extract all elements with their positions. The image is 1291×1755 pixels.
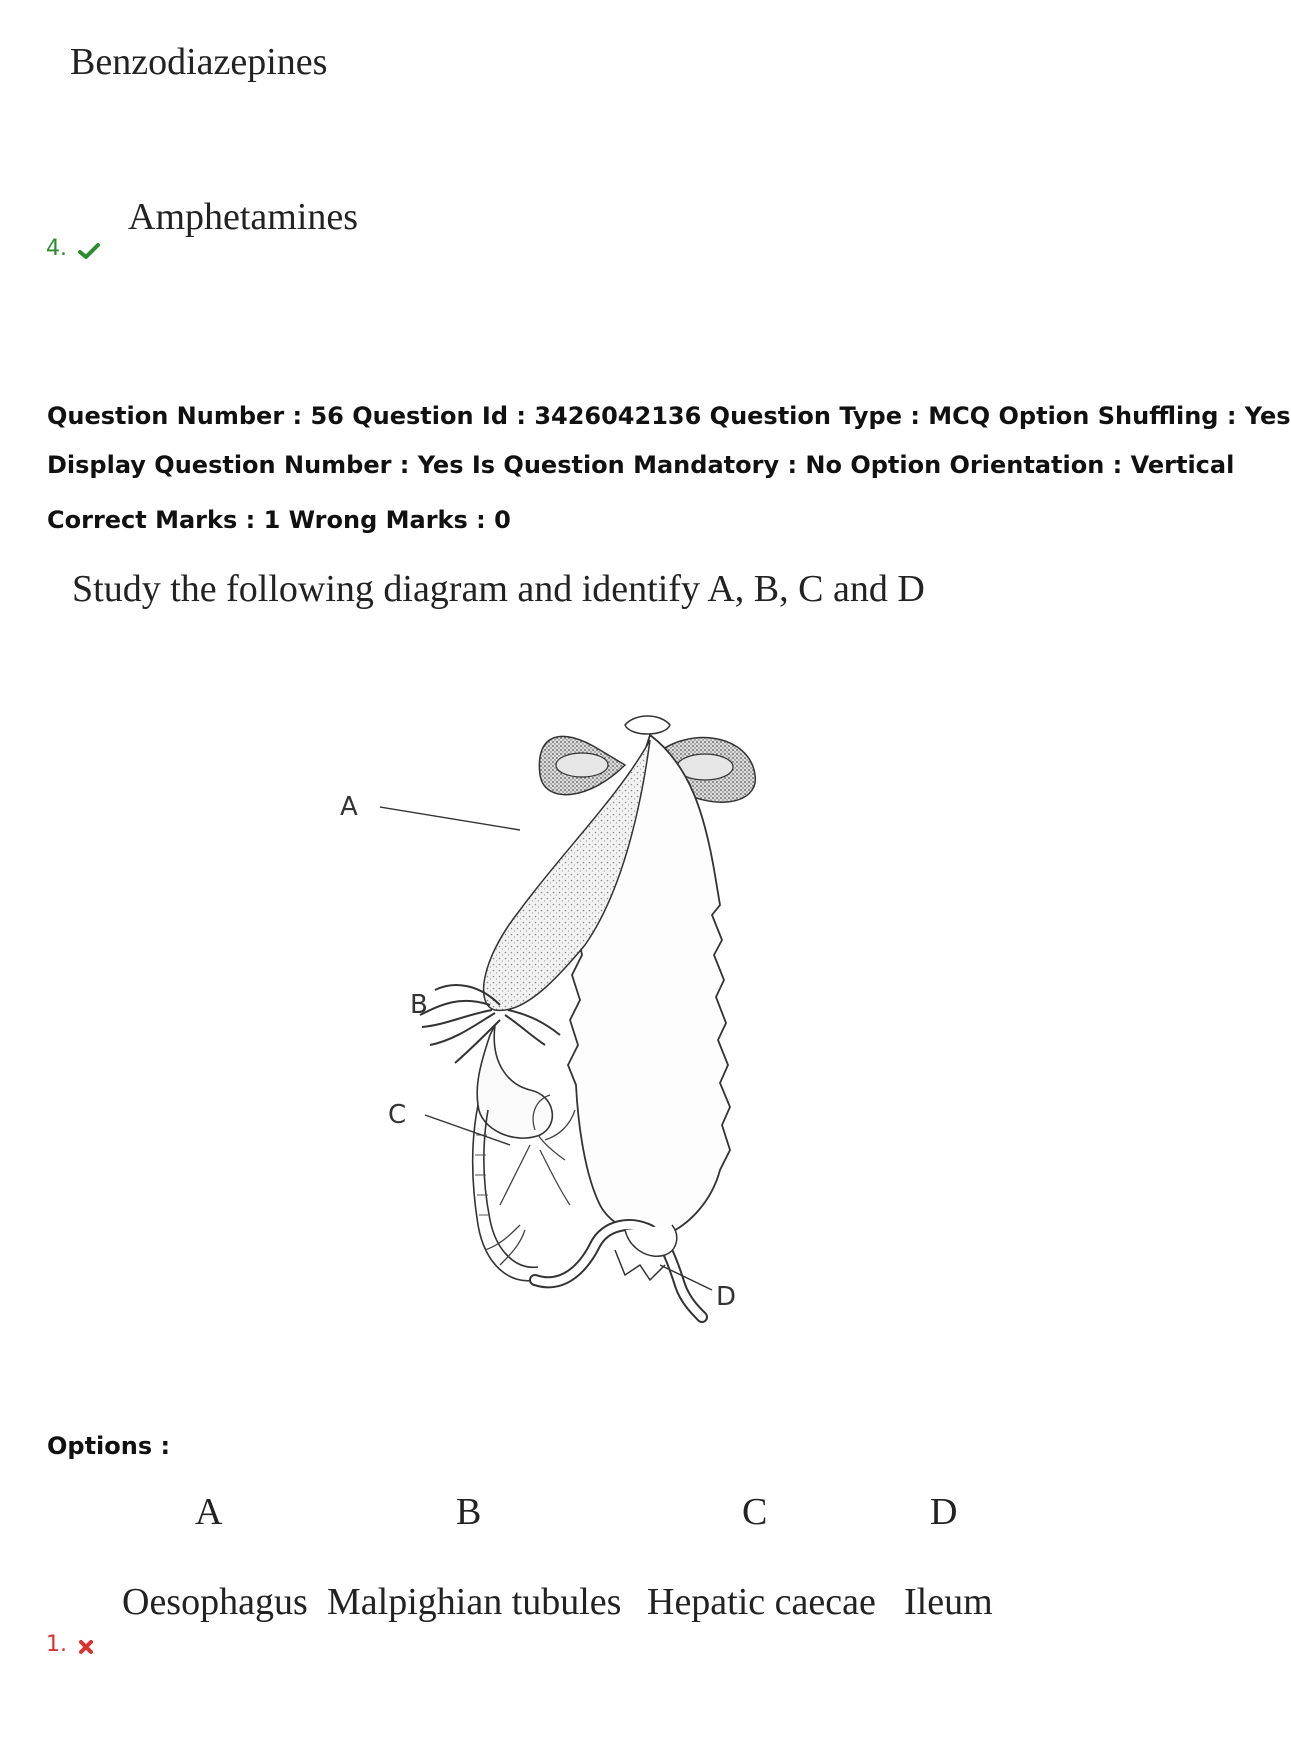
option-1-marker (46, 1632, 94, 1657)
diagram-label-c: C (388, 1100, 407, 1130)
diagram-label-d: D (716, 1282, 737, 1312)
options-label: Options : (47, 1432, 171, 1460)
alimentary-canal-diagram (340, 705, 860, 1375)
option-cell-d: Ileum (904, 1581, 993, 1623)
option-header-d: D (930, 1491, 958, 1533)
midgut-outline (568, 735, 730, 1236)
option-4-marker (46, 236, 100, 261)
option-cell-c: Hepatic caecae (647, 1581, 876, 1623)
option-header-b: B (456, 1491, 482, 1533)
question-meta-line-3: Correct Marks : 1 Wrong Marks : 0 (47, 506, 511, 534)
option-1-table[interactable] (118, 1490, 1018, 1650)
option-4-text: Amphetamines (128, 196, 359, 238)
cross-icon (78, 1639, 94, 1655)
question-meta-line-2: Display Question Number : Yes Is Question Mandatory : No Option Orientation : Vertical (47, 451, 1235, 479)
leader-line-a (380, 807, 520, 830)
option-header-c: C (742, 1491, 768, 1533)
question-text: Study the following diagram and identify A, B, C and D (72, 568, 925, 610)
rectum (615, 1225, 677, 1280)
option-cell-a: Oesophagus (122, 1581, 308, 1623)
question-meta-line-1: Question Number : 56 Question Id : 3426042136 Question Type : MCQ Option Shuffling : Yes (47, 402, 1291, 430)
option-header-a: A (195, 1491, 223, 1533)
option-3-text: Benzodiazepines (70, 41, 328, 83)
check-icon (78, 242, 100, 260)
diagram-label-a: A (340, 792, 358, 822)
option-1-number: 1. (46, 1632, 67, 1657)
diagram-label-b: B (410, 990, 428, 1020)
coiled-tube (473, 1025, 553, 1281)
option-4-number: 4. (46, 236, 67, 261)
option-cell-b: Malpighian tubules (327, 1581, 622, 1623)
